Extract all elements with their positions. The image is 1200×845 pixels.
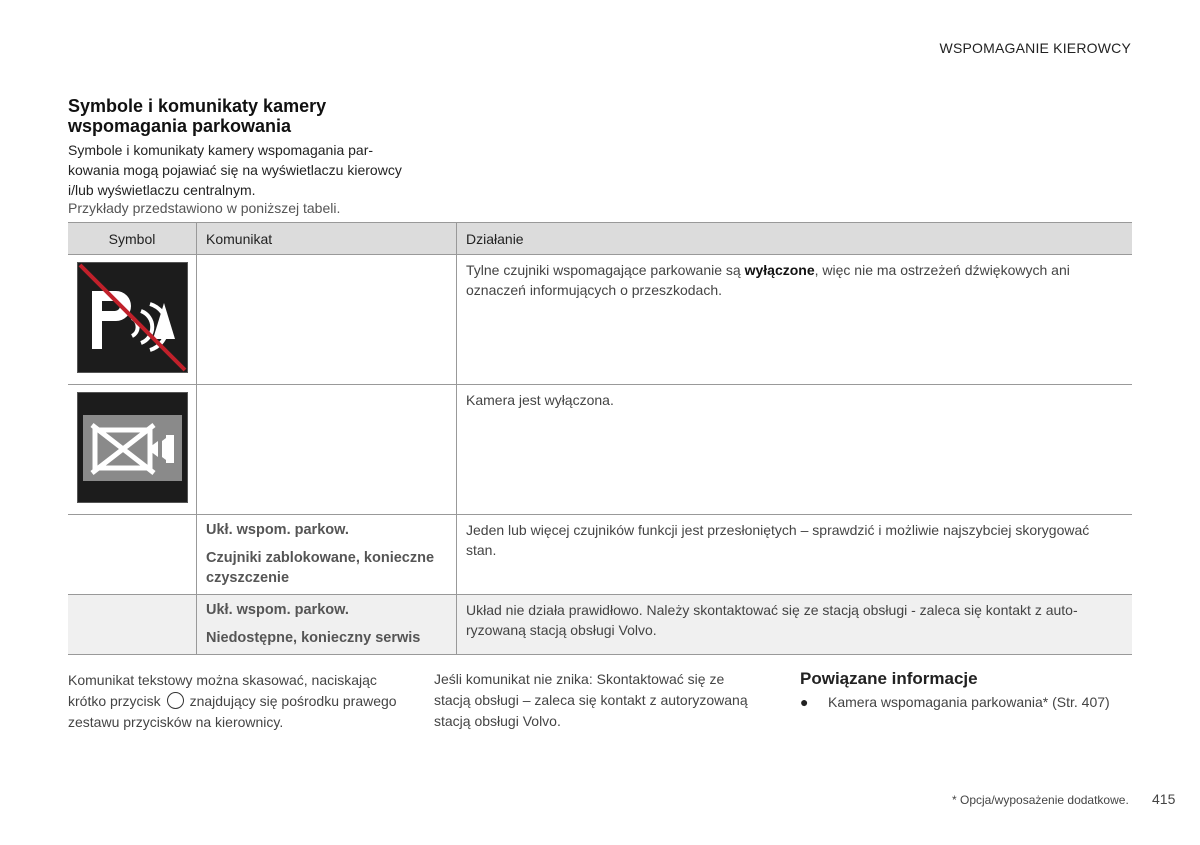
paragraph-text-a: Komunikat tekstowy można skasować, naciskając krótko przycisk: [68, 672, 377, 709]
footnote: * Opcja/wyposażenie dodatkowe.: [952, 793, 1129, 807]
related-link[interactable]: [800, 692, 1132, 713]
table-row: [68, 255, 1132, 385]
message-line: Niedostępne, konieczny serwis: [206, 630, 421, 646]
message-line: Czujniki zablokowane, konieczne czyszczenie: [206, 550, 435, 586]
intro-note: Przykłady przedstawiono w poniższej tabeli.: [68, 200, 341, 216]
action-text-post: , więc nie ma ostrzeżeń dźwiękowych ani oznaczeń informujących o przeszkodach.: [466, 262, 1070, 298]
symbol-cell: [68, 255, 197, 385]
table-row: [68, 385, 1132, 515]
message-cell: [197, 255, 457, 385]
symbols-table: [68, 222, 1132, 655]
symbol-cell: [68, 515, 197, 595]
related-info-title: Powiązane informacje: [800, 669, 978, 688]
message-cell: [197, 595, 457, 655]
table-row: [68, 515, 1132, 595]
action-cell: Układ nie działa prawidłowo. Należy skontaktować się ze stacją obsługi - zaleca się kontakt z autoryzowaną stacją obsługi Volvo.: [457, 595, 1133, 655]
header-message: Komunikat: [197, 223, 457, 255]
symbol-cell: [68, 385, 197, 515]
header-action: Działanie: [457, 223, 1133, 255]
clear-message-paragraph: [68, 670, 408, 733]
page-number: 415: [1152, 791, 1176, 807]
steering-wheel-button-icon: [167, 692, 184, 709]
action-text-bold: wyłączone: [744, 262, 815, 278]
message-line: Ukł. wspom. parkow.: [206, 522, 349, 538]
header-symbol: Symbol: [68, 223, 197, 255]
message-cell: [197, 385, 457, 515]
message-line: Ukł. wspom. parkow.: [206, 602, 349, 618]
section-header: WSPOMAGANIE KIEROWCY: [939, 40, 1131, 56]
action-text-pre: Tylne czujniki wspomagające parkowanie są: [466, 262, 745, 278]
page-title: Symbole i komunikaty kamery wspomagania parkowania: [68, 96, 327, 136]
table-header-row: [68, 223, 1132, 255]
table-row: [68, 595, 1132, 655]
action-cell: [457, 255, 1133, 385]
message-cell: [197, 515, 457, 595]
related-link-text[interactable]: Kamera wspomagania parkowania* (Str. 407): [828, 694, 1110, 710]
action-cell: Kamera jest wyłączona.: [457, 385, 1133, 515]
intro-text: Symbole i komunikaty kamery wspomagania parkowania mogą pojawiać się na wyświetlaczu kierowcy i/lub wyświetlaczu centralnym.: [68, 142, 402, 198]
parking-sensor-off-icon: [77, 262, 188, 373]
symbol-cell: [68, 595, 197, 655]
contact-service-paragraph: Jeśli komunikat nie znika: Skontaktować się ze stacją obsługi – zaleca się kontakt z autoryzowaną stacją obsługi Volvo.: [434, 671, 748, 729]
camera-off-icon: [77, 392, 188, 503]
related-info: [800, 668, 1132, 713]
bullet-icon: ●: [800, 694, 809, 710]
action-cell: Jeden lub więcej czujników funkcji jest przesłoniętych – sprawdzić i możliwie najszybciej skorygować stan.: [457, 515, 1133, 595]
paragraph-text-b: znajdujący się pośrodku prawego zestawu przycisków na kierownicy.: [68, 693, 397, 730]
